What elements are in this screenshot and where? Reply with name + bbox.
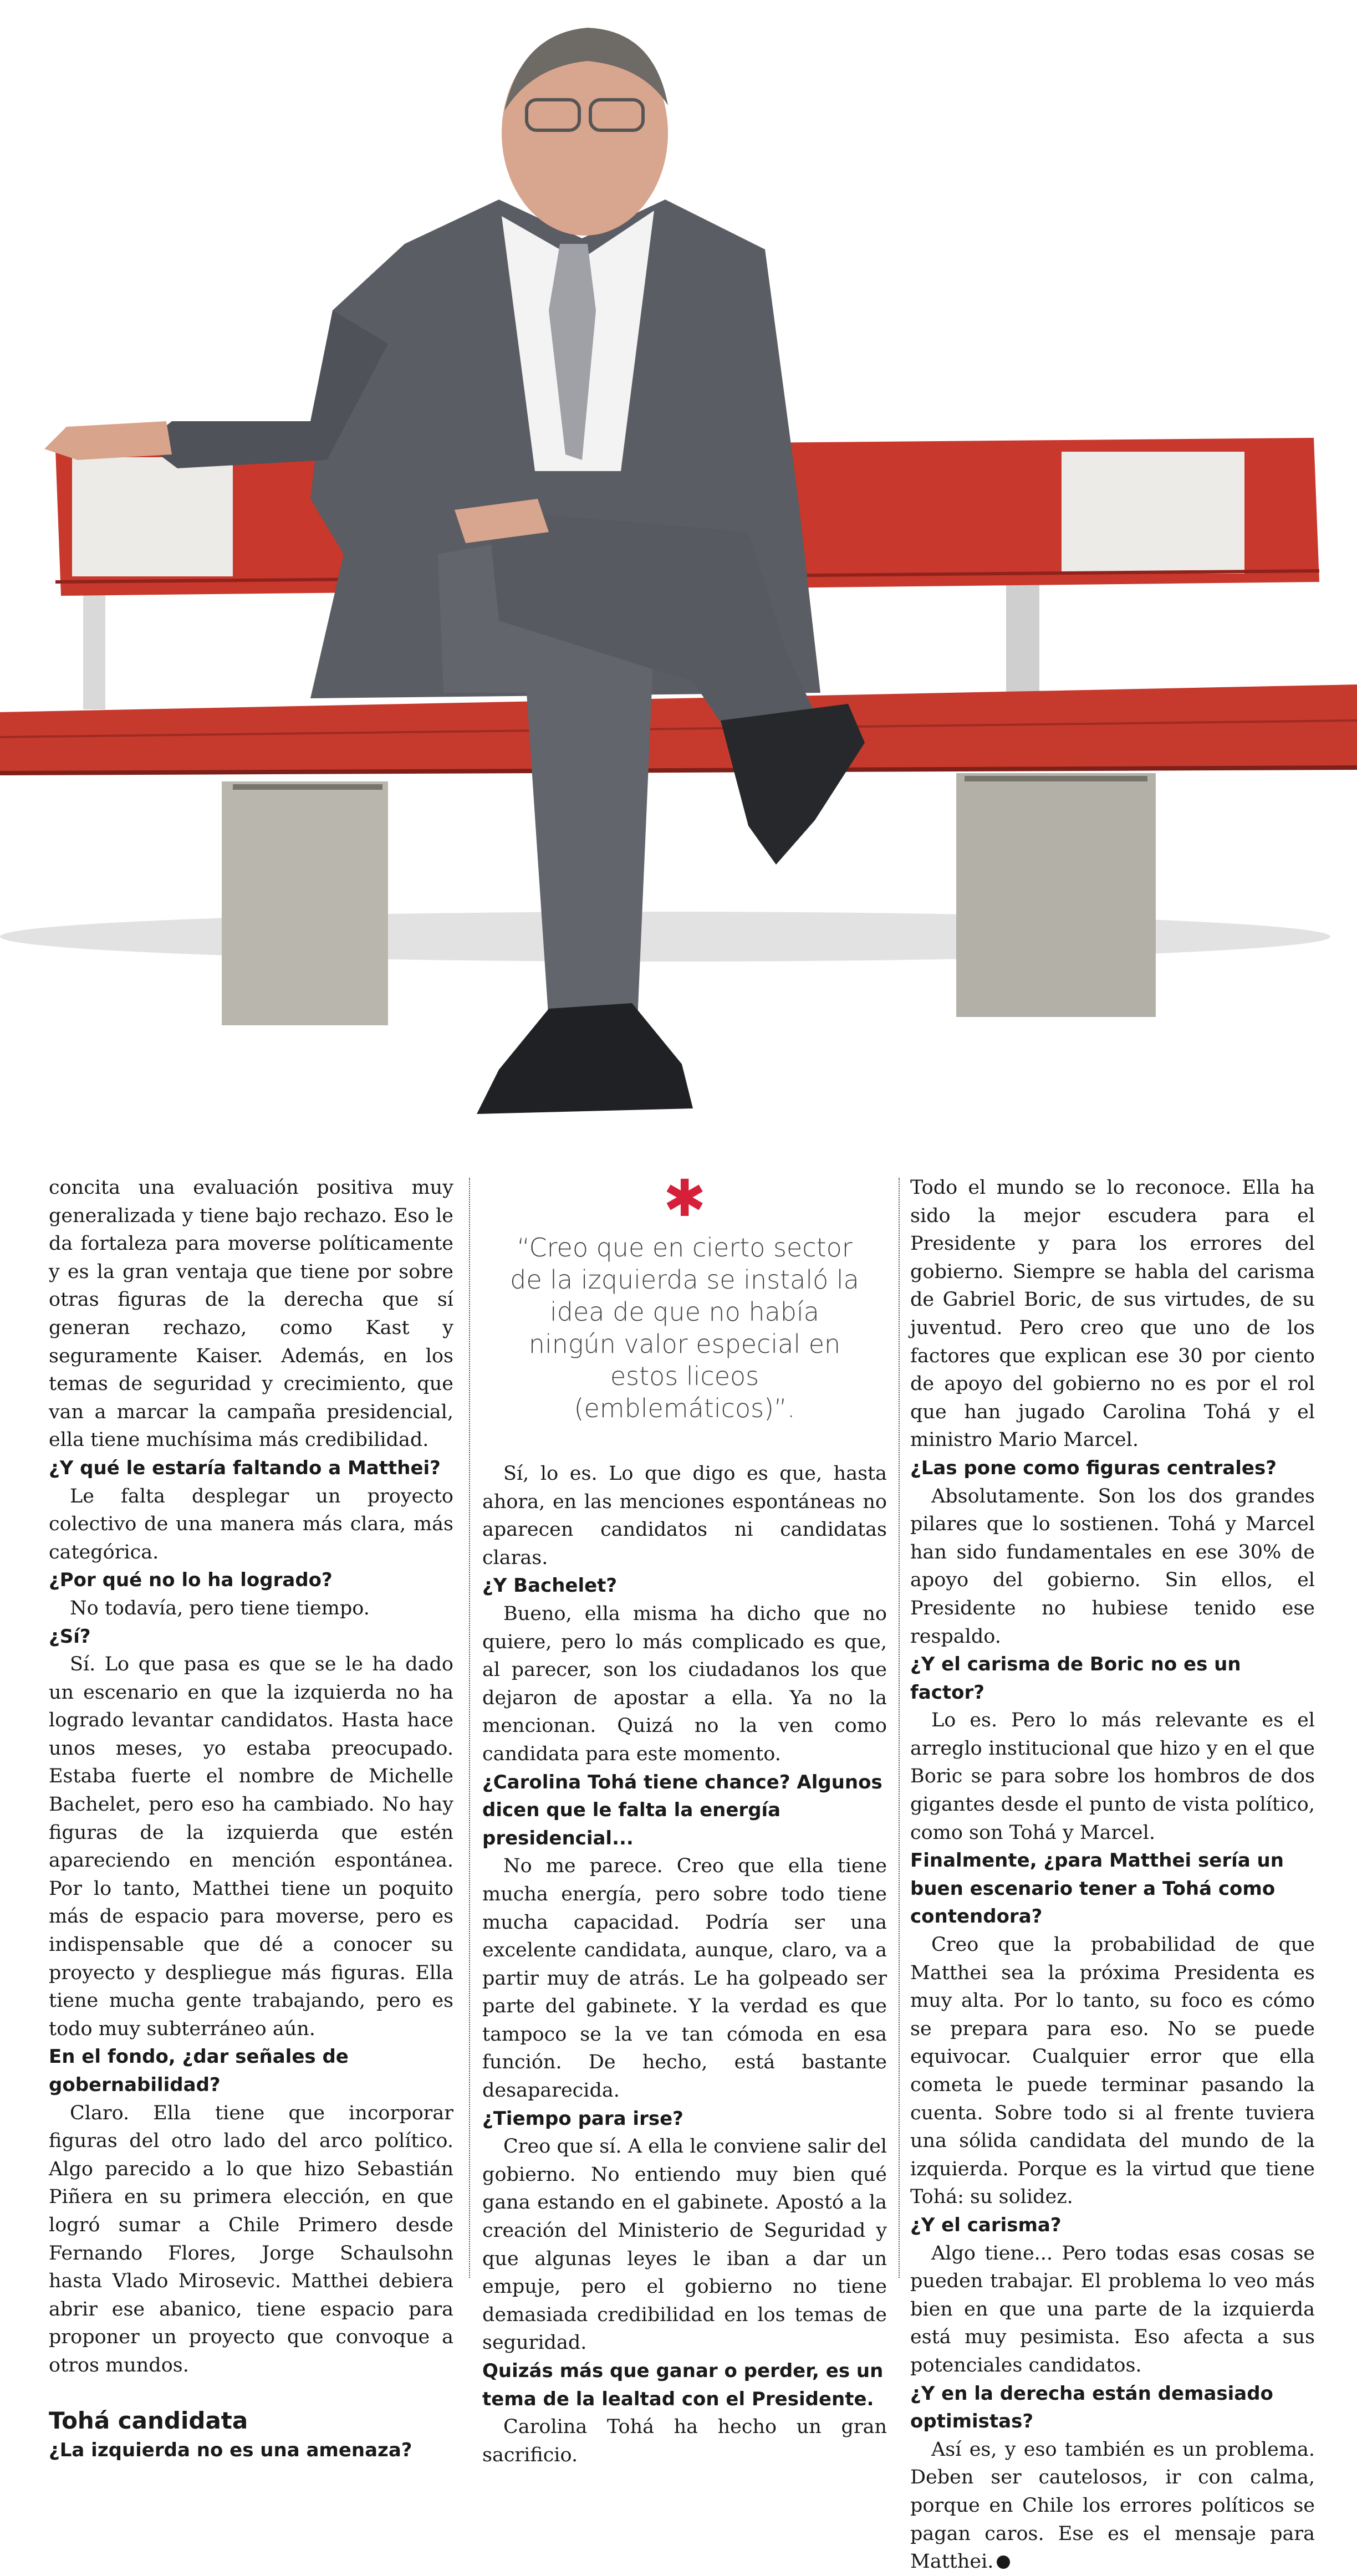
paragraph: Todo el mundo se lo reconoce. Ella ha sido la mejor escudera para el Presidente y para los errores del gobierno. Siempre se habla del carisma de Gabriel Boric, de sus virtudes, de su juventud. Pero creo que uno de los factores que explican ese 30 por ciento de apoyo del gobierno no es por el rol que han jugado Carolina Tohá y el ministro Mario Marcel. <box>910 1177 1315 1451</box>
interview-answer: Absolutamente. Son los dos grandes pilares que lo sostienen. Tohá y Marcel han sido fundamentales en ese 30% de apoyo del gobierno. Sin ellos, el Presidente no hubiese tenido ese respaldo. <box>910 1485 1315 1648</box>
left-hand <box>44 421 172 460</box>
section-heading: Tohá candidata <box>49 2406 248 2434</box>
interview-answer: Claro. Ella tiene que incorporar figuras del otro lado del arco político. Algo parecido a lo que hizo Sebastián Piñera en su primera elección, en que logró sumar a Chile Primero desde Fernando Flores, Jorge Schaulsohn hasta Vlado Mirosevic. Matthei debiera abrir ese abanico, tiene espacio para proponer un proyecto que convoque a otros mundos. <box>49 2102 453 2376</box>
interview-answer: Carolina Tohá ha hecho un gran sacrificio. <box>482 2416 887 2466</box>
interview-question: ¿Por qué no lo ha logrado? <box>49 1569 333 1592</box>
article-column-3 <box>910 1174 1315 2576</box>
man-on-red-bench-photo <box>0 0 1357 1158</box>
interview-question: Quizás más que ganar o perder, es un tema de la lealtad con el Presidente. <box>482 2360 884 2410</box>
interview-question: ¿Y en la derecha están demasiado optimistas? <box>910 2382 1273 2433</box>
interview-question: ¿Y qué le estaría faltando a Matthei? <box>49 1456 441 1479</box>
article-column-1 <box>49 1174 453 2464</box>
raised-shoe <box>721 704 865 865</box>
pull-quote <box>482 1169 887 1424</box>
column-divider <box>899 1178 900 2278</box>
worn-paint-right <box>1062 452 1244 574</box>
interview-question: ¿Y Bachelet? <box>482 1575 618 1597</box>
portrait-photo <box>0 0 1357 1158</box>
interview-answer: Le falta desplegar un proyecto colectivo de una manera más clara, más categórica. <box>49 1485 453 1563</box>
interview-question: Finalmente, ¿para Matthei sería un buen escenario tener a Tohá como contendora? <box>910 1849 1284 1928</box>
article-column-2 <box>482 1169 887 2469</box>
interview-question: ¿Y el carisma? <box>910 2214 1062 2236</box>
column-divider <box>469 1178 470 2278</box>
paragraph: concita una evaluación positiva muy generalizada y tiene bajo rechazo. Eso le da fortaleza para moverse políticamente y es la gran ventaja que tiene por sobre otras figuras de la derecha que sí generan rechazo, como Kast y seguramente Kaiser. Además, en los temas de seguridad y crecimiento, que van a marcar la campaña presidencial, ella tiene muchísima más credibilidad. <box>49 1177 453 1451</box>
interview-answer: Creo que la probabilidad de que Matthei sea la próxima Presidenta es muy alta. Por lo tanto, su foco es cómo se prepara para eso. No se puede equivocar. Cualquier error que ella cometa le puede terminar pasando la cuenta. Sobre todo si al frente tuviera una sólida candidata del mundo de la izquierda. Porque es la virtud que tiene Tohá: su solidez. <box>910 1934 1315 2209</box>
interview-answer: Creo que sí. A ella le conviene salir del gobierno. No entiendo muy bien qué gana estando en el gabinete. Apostó a la creación del Ministerio de Seguridad y que algunas leyes le iban a dar un empuje, pero el gobierno no tiene demasiada credibilidad en los temas de seguridad. <box>482 2135 887 2354</box>
interview-question: ¿Tiempo para irse? <box>482 2107 683 2130</box>
interview-question: ¿Las pone como figuras centrales? <box>910 1456 1277 1479</box>
interview-answer: Bueno, ella misma ha dicho que no quiere, pero lo más complicado es que, al parecer, son los ciudadanos los que dejaron de apostar a ella. Ya no la mencionan. Quizá no la ven como candidata para este momento. <box>482 1602 887 1765</box>
interview-answer: No me parece. Creo que ella tiene mucha energía, pero sobre todo tiene mucha capacidad. Podría ser una excelente candidata, aunque, claro, va a partir muy de atrás. Le ha golpeado ser parte del gabinete. Y la verdad es que tampoco se la ve tan cómoda en esa función. De hecho, está bastante desaparecida. <box>482 1855 887 2102</box>
worn-paint-left <box>72 457 233 576</box>
interview-answer <box>910 2436 1315 2576</box>
interview-answer: Algo tiene... Pero todas esas cosas se pueden trabajar. El problema lo veo más bien en que una parte de la izquierda está muy pesimista. Eso afecta a sus potenciales candidatos. <box>910 2242 1315 2376</box>
interview-answer: Sí, lo es. Lo que digo es que, hasta ahora, en las menciones espontáneas no aparecen candidatos ni candidatas claras. <box>482 1463 887 1569</box>
pull-quote-text: “Creo que en cierto sector de la izquierda se instaló la idea de que no había ningún valor especial en estos liceos (emblemáticos)”. <box>510 1233 859 1423</box>
interview-question: ¿Y el carisma de Boric no es un factor? <box>910 1653 1241 1704</box>
interview-question: ¿Sí? <box>49 1625 91 1648</box>
interview-question: En el fondo, ¿dar señales de gobernabilidad? <box>49 2046 349 2096</box>
interview-answer: Sí. Lo que pasa es que se le ha dado un escenario en que la izquierda no ha logrado levantar candidatos. Hasta hace unos meses, yo estaba preocupado. Estaba fuerte el nombre de Michelle Bachelet, pero eso ha cambiado. No hay figuras de la izquierda que estén apareciendo en mención espontánea. Por lo tanto, Matthei tiene un poquito más de espacio para moverse, pero es indispensable que dé a conocer su proyecto y despliegue más figuras. Ella tiene mucha gente trabajando, pero es todo muy subterráneo aún. <box>49 1653 453 2040</box>
interview-question: ¿La izquierda no es una amenaza? <box>49 2439 412 2461</box>
asterisk-icon: ✱ <box>663 1169 706 1228</box>
interview-question: ¿Carolina Tohá tiene chance? Algunos dicen que le falta la energía presidencial... <box>482 1771 882 1849</box>
end-of-article-icon <box>997 2555 1010 2569</box>
interview-answer: Lo es. Pero lo más relevante es el arreglo institucional que hizo y en el que Boric se para sobre los hombros de dos gigantes desde el punto de vista político, como son Tohá y Marcel. <box>910 1709 1315 1844</box>
interview-answer: No todavía, pero tiene tiempo. <box>70 1597 370 1619</box>
concrete-block-right <box>956 773 1156 1017</box>
final-answer-text: Así es, y eso también es un problema. Deben ser cautelosos, ir con calma, porque en Chile los errores políticos se pagan caros. Ese es el mensaje para Matthei. <box>910 2438 1315 2573</box>
concrete-block-left <box>222 781 388 1025</box>
planted-shoe <box>477 1003 693 1114</box>
